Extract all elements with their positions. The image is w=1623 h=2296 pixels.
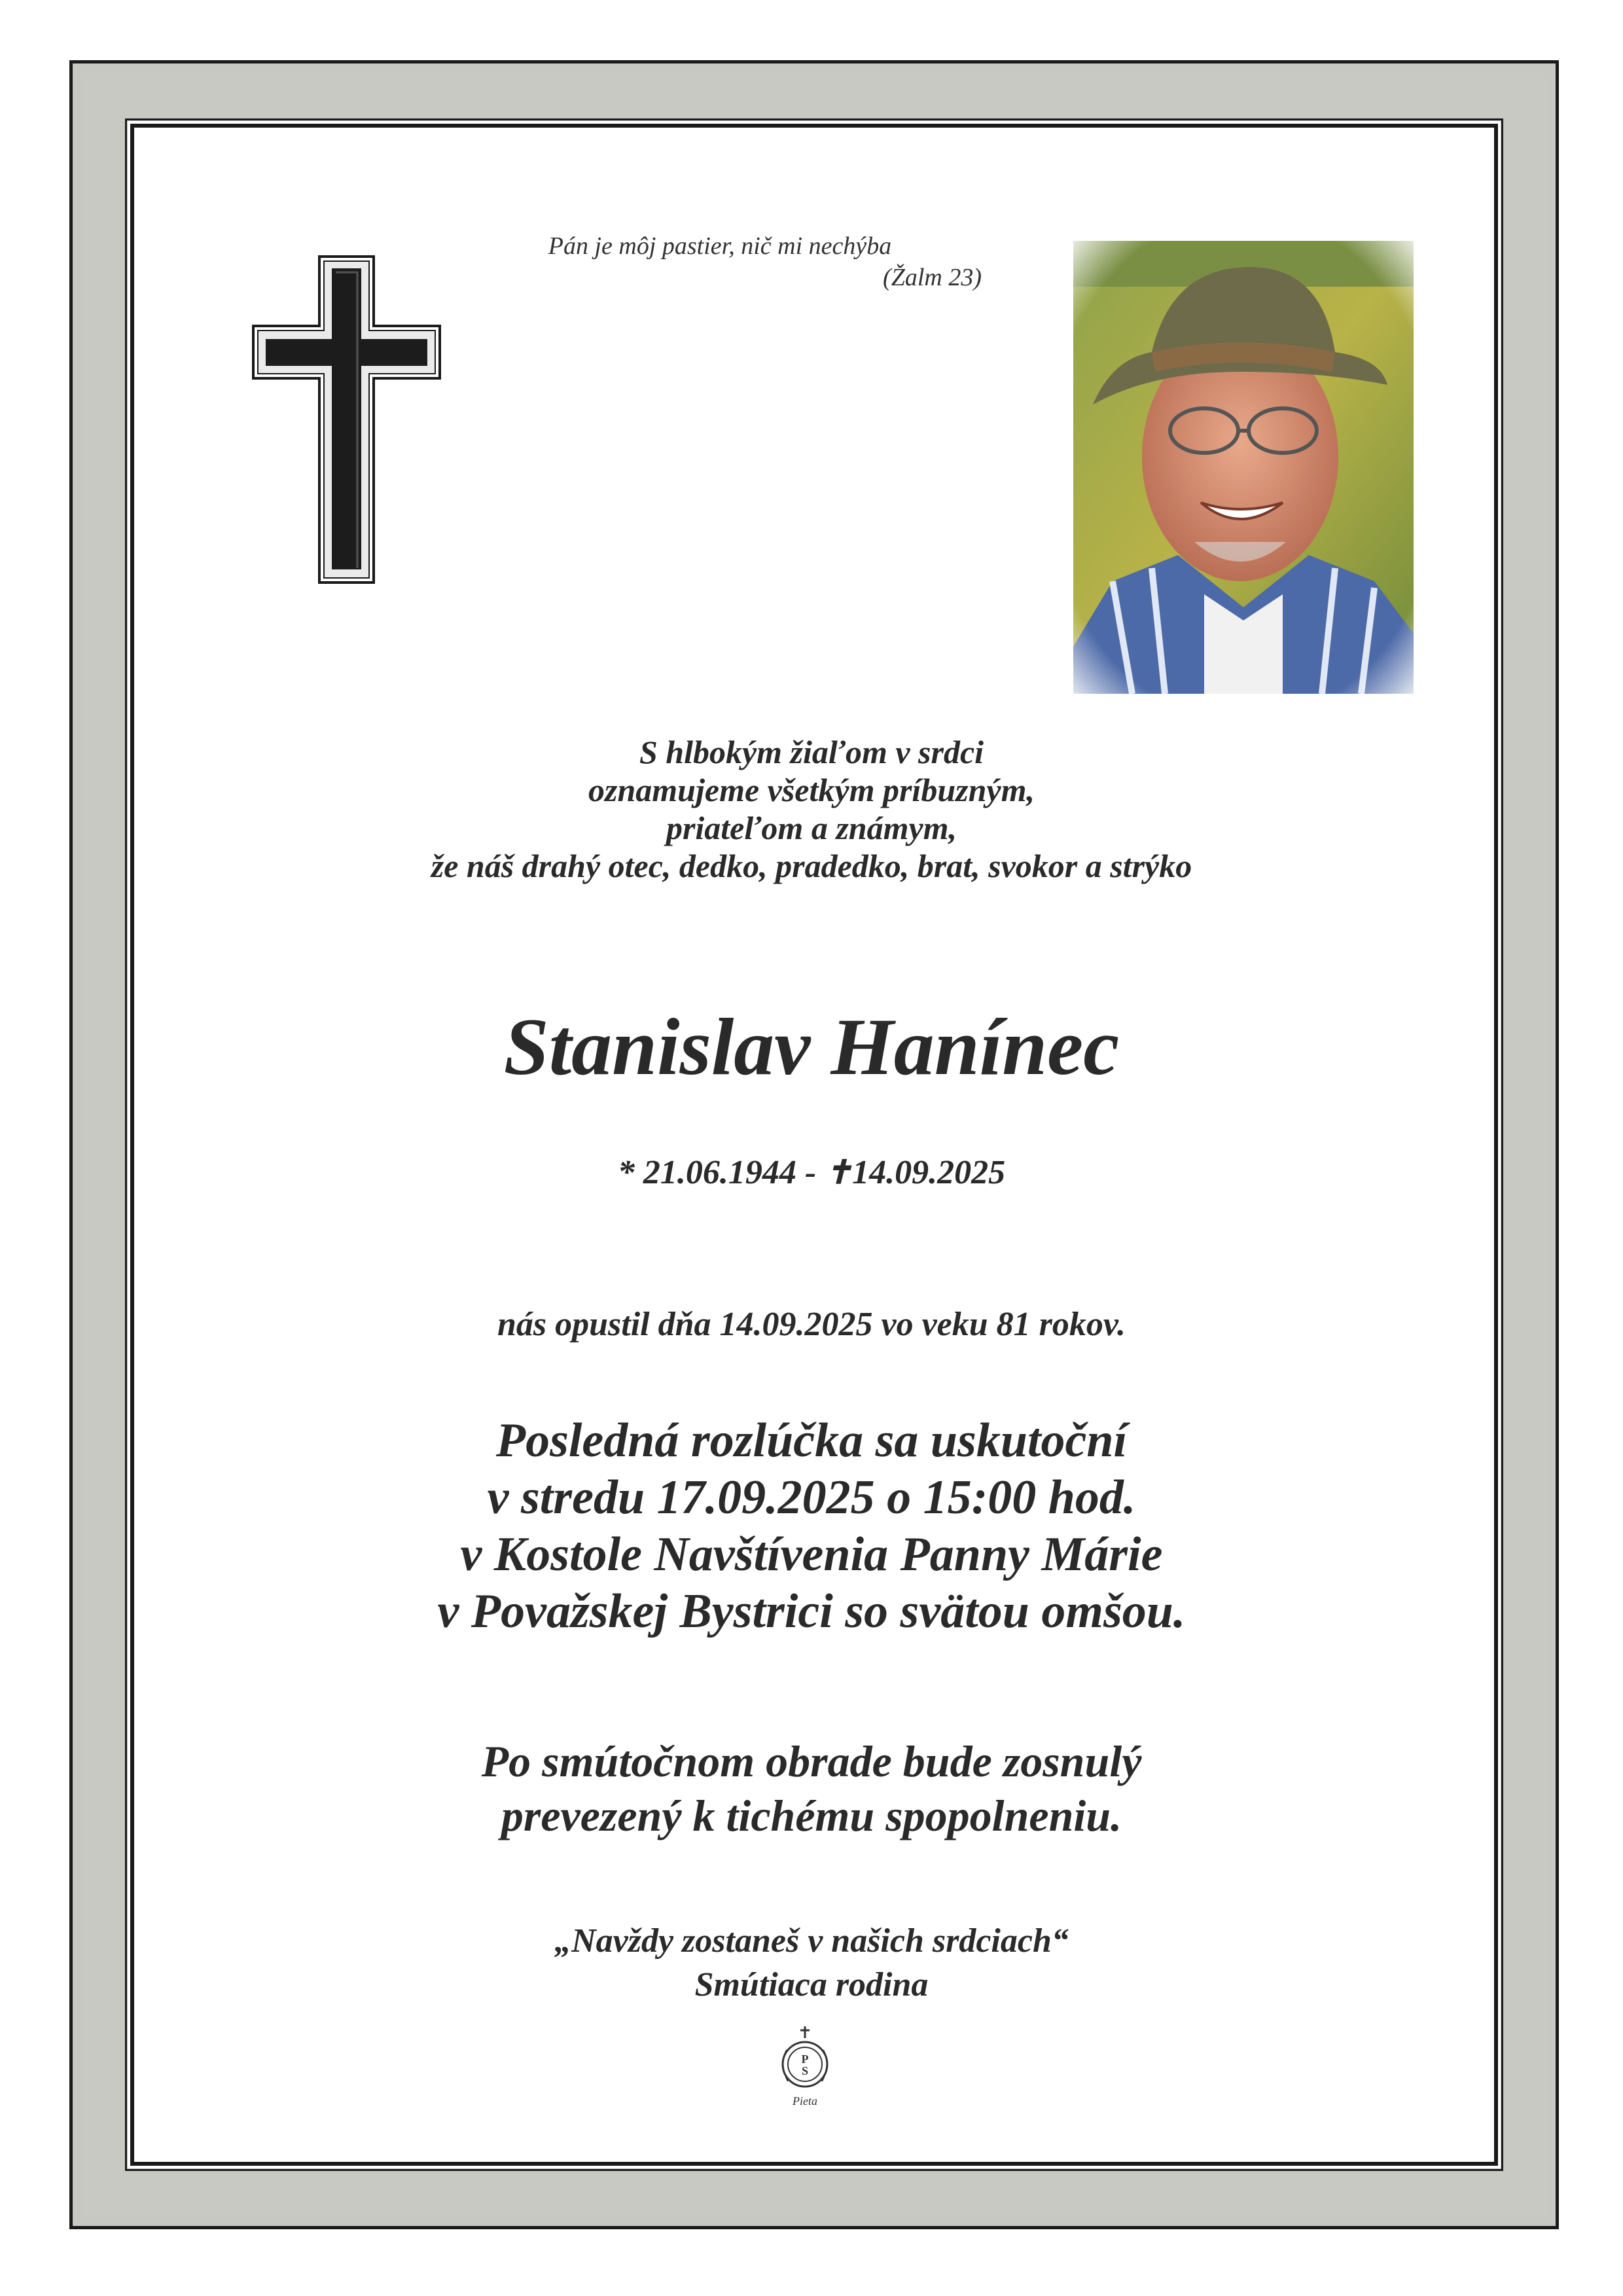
svg-text:Pieta: Pieta bbox=[793, 2094, 817, 2108]
closing-quote: „Navždy zostaneš v našich srdciach“ bbox=[554, 1922, 1069, 1960]
cremation-line: prevezený k tichému spopolneniu. bbox=[501, 1791, 1122, 1840]
date-separator: - bbox=[804, 1154, 817, 1191]
death-cross-icon: ✝ bbox=[825, 1154, 853, 1191]
intro-line: priateľom a známym, bbox=[666, 810, 957, 846]
svg-text:S: S bbox=[801, 2064, 809, 2077]
life-dates bbox=[196, 1152, 1427, 1193]
cremation-line: Po smútočnom obrade bude zosnulý bbox=[481, 1736, 1142, 1786]
farewell-line: v Kostole Navštívenia Panny Márie bbox=[460, 1528, 1163, 1581]
psalm-reference: (Žalm 23) bbox=[883, 264, 982, 291]
intro-line: že náš drahý otec, dedko, pradedko, brat, svokor a strýko bbox=[431, 848, 1192, 884]
passing-message: nás opustil dňa 14.09.2025 vo veku 81 rokov. bbox=[497, 1306, 1126, 1343]
birth-date: 21.06.1944 bbox=[643, 1154, 796, 1191]
farewell-line: v stredu 17.09.2025 o 15:00 hod. bbox=[487, 1471, 1136, 1524]
intro-text bbox=[196, 733, 1427, 885]
death-date: 14.09.2025 bbox=[852, 1154, 1006, 1191]
psalm-verse: Pán je môj pastier, nič mi nechýba bbox=[548, 232, 892, 260]
pieta-logo-icon bbox=[772, 2024, 838, 2115]
farewell-line: Posledná rozlúčka sa uskutoční bbox=[495, 1414, 1128, 1467]
birth-symbol: * bbox=[617, 1154, 635, 1191]
intro-line: S hlbokým žiaľom v srdci bbox=[639, 734, 984, 770]
family-signature: Smútiaca rodina bbox=[694, 1966, 929, 2003]
farewell-line: v Považskej Bystrici so svätou omšou. bbox=[437, 1585, 1186, 1638]
deceased-name: Stanislav Hanínec bbox=[503, 1002, 1120, 1092]
cross-icon bbox=[251, 254, 442, 585]
cremation-note bbox=[196, 1734, 1427, 1843]
portrait-photo bbox=[1073, 241, 1414, 694]
psalm-quote bbox=[458, 230, 982, 293]
intro-line: oznamujeme všetkým príbuzným, bbox=[588, 772, 1035, 808]
svg-text:P: P bbox=[801, 2053, 809, 2066]
farewell-details bbox=[196, 1412, 1427, 1640]
